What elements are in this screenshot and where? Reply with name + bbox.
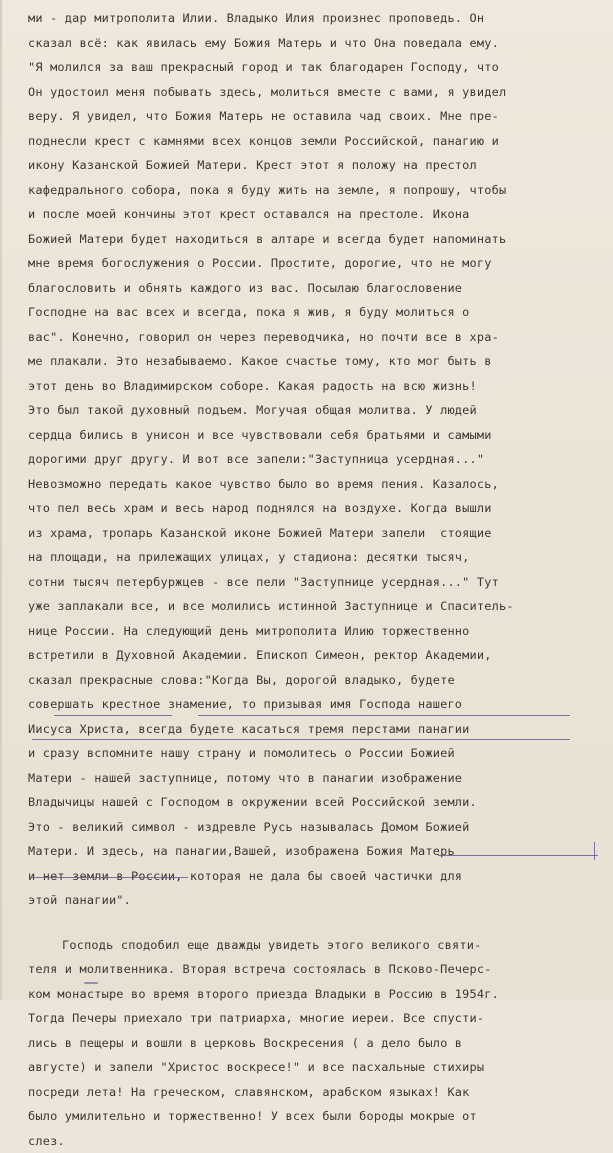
text-line: веру. Я увидел, что Божия Матерь не оставила чад своих. Мне пре- [28,104,610,129]
text-line: Иисуса Христа, всегда будете касаться тремя перстами панагии [28,717,610,742]
pen-underline [54,715,172,716]
text-line: этот день во Владимирском соборе. Какая радость на всю жизнь! [28,374,610,399]
text-line: Господь сподобил еще дважды увидеть этого великого святи- [28,933,610,958]
text-line: икону Казанской Божией Матери. Крест этот я положу на престол [28,153,610,178]
text-line: благословить и обнять каждого из вас. Посылаю благословение [28,276,610,301]
text-line: сотни тысяч петербуржцев - все пели "Заступнице усердная..." Тут [28,570,610,595]
pen-underline [32,739,570,740]
ink-blot [84,982,98,984]
text-line: было умилительно и торжественно! У всех были бороды мокрые от [28,1104,610,1129]
text-line: и сразу вспомните нашу страну и помолитесь о России Божией [28,741,610,766]
text-line: ком монастыре во время второго приезда Владыки в Россию в 1954г. [28,982,610,1007]
paragraph-gap [28,913,610,933]
text-line: Он удостоил меня побывать здесь, молиться вместе с вами, я увидел [28,80,610,105]
text-line: и нет земли в России, которая не дала бы своей частички для [28,864,610,889]
text-line: уже заплакали все, и все молились истинной Заступнице и Спаситель- [28,594,610,619]
text-line: Божией Матери будет находиться в алтаре и всегда будет напоминать [28,227,610,252]
text-line: Это был такой духовный подъем. Могучая общая молитва. У людей [28,398,610,423]
text-line: совершать крестное знамение, то призывая имя Господа нашего [28,692,610,717]
text-line: дорогими друг другу. И вот все запели:"Заступница усердная..." [28,447,610,472]
text-line: на площади, на прилежащих улицах, у стадиона: десятки тысяч, [28,545,610,570]
text-line: Невозможно передать какое чувство было во время пения. Казалось, [28,472,610,497]
text-line: "Я молился за ваш прекрасный город и так благодарен Господу, что [28,55,610,80]
pen-margin-mark [594,842,595,860]
text-line: мне время богослужения о России. Простите, дорогие, что не могу [28,251,610,276]
text-line: лись в пещеры и вошли в церковь Воскресения ( а дело было в [28,1031,610,1056]
text-line: из храма, тропарь Казанской иконе Божией Матери запели стоящие [28,521,610,546]
text-line: кафедрального собора, пока я буду жить на земле, я попрошу, чтобы [28,178,610,203]
text-line: Это - великий символ - издревле Русь называлась Домом Божией [28,815,610,840]
text-line: нице России. На следующий день митрополита Илию торжественно [28,619,610,644]
text-line: августе) и запели "Христос воскресе!" и все пасхальные стихиры [28,1055,610,1080]
text-line: этой панагии". [28,888,610,913]
pen-underline [438,855,598,856]
text-line: вас". Конечно, говорил он через переводчика, но почти все в хра- [28,325,610,350]
pen-underline [32,877,188,878]
text-line: что пел весь храм и весь народ поднялся на воздухе. Когда вышли [28,496,610,521]
text-line: Господне на вас всех и всегда, пока я жив, я буду молиться о [28,300,610,325]
text-line: встретили в Духовной Академии. Епископ Симеон, ректор Академии, [28,643,610,668]
text-line: теля и молитвенника. Вторая встреча состоялась в Псково-Печерс- [28,957,610,982]
paragraph-1 [28,6,610,913]
text-line: Матери. И здесь, на панагии,Вашей, изображена Божия Матерь [28,839,610,864]
text-line: Владычицы нашей с Господом в окружении всей Российской земли. [28,790,610,815]
text-line: посреди лета! На греческом, славянском, арабском языках! Как [28,1080,610,1105]
text-line: сказал прекрасные слова:"Когда Вы, дорогой владыко, будете [28,668,610,693]
text-line: сказал всё: как явилась ему Божия Матерь и что Она поведала ему. [28,31,610,56]
text-line: Матери - нашей заступнице, потому что в панагии изображение [28,766,610,791]
text-line: поднесли крест с камнями всех концов земли Российской, панагию и [28,129,610,154]
typewritten-text [28,6,610,1153]
text-line: сердца бились в унисон и все чувствовали себя братьями и самыми [28,423,610,448]
pen-underline [198,715,570,716]
text-line: слез. [28,1129,610,1153]
text-line: ми - дар митрополита Илии. Владыко Илия произнес проповедь. Он [28,6,610,31]
text-line: Тогда Печеры приехало три патриарха, многие иереи. Все спусти- [28,1006,610,1031]
paragraph-2 [28,933,610,1153]
text-line: и после моей кончины этот крест оставался на престоле. Икона [28,202,610,227]
text-line: ме плакали. Это незабываемо. Какое счастье тому, кто мог быть в [28,349,610,374]
